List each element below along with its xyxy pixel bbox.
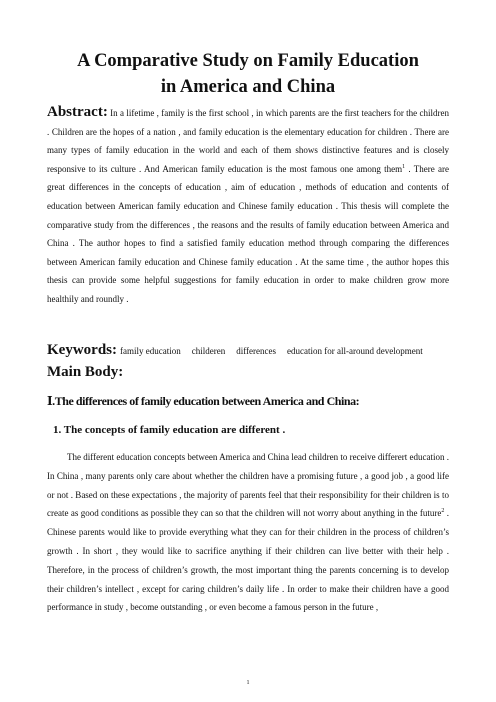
main-body-heading: Main Body: xyxy=(47,364,124,380)
subsection-heading: 1. The concepts of family education are different . xyxy=(53,424,286,436)
abstract-text-part-1: In a lifetime , family is the first school , in which parents are the first teachers for the children . Children are the hopes of a nation , and family education is the elementary education for children . There are many types of family education in the world and each of them shows distinctive features and is closely responsive to its culture . And American family education is the most famous one among them xyxy=(47,108,449,174)
page-number: 1 xyxy=(246,680,250,686)
section-heading: Ⅰ.The differences of family education between America and China: xyxy=(47,394,360,408)
document-title-line-1: A Comparative Study on Family Education xyxy=(77,51,419,71)
body-paragraph xyxy=(47,448,449,617)
document-title-line-2: in America and China xyxy=(160,77,336,97)
keyword-item: differences xyxy=(236,346,277,356)
keyword-item: family education xyxy=(120,346,181,356)
body-text-part-2: . Chinese parents would like to provide everything what they can for their children in the process of children’s growth . In short , they would like to sacrifice anything if their children can live better with their help . Therefore, in the process of children’s growth, the most important thing the parents concerning is to develop their children’s intellect , except for caring children’s daily life . In order to make their children have a good performance in study , become outstanding , or even become a famous person in the future , xyxy=(47,508,450,613)
abstract-footnote-marker: 1 xyxy=(402,163,406,170)
keyword-item: childeren xyxy=(191,346,226,356)
abstract-paragraph xyxy=(47,103,449,309)
abstract-label: Abstract: xyxy=(47,104,108,120)
keywords-label: Keywords: xyxy=(47,342,117,358)
keyword-item: education for all-around development xyxy=(287,346,423,356)
keywords-line xyxy=(47,340,449,361)
abstract-text-part-2: . There are great differences in the concepts of education , aim of education , methods of education and contents of education between American family education and Chinese family education . This thesis will complete the comparative study from the differences , the reasons and the results of family education between America and China . The author hopes to find a satisfied family education method through comparing the differences between American family education and Chinese family education . At the same time , the author hopes this thesis can provide some helpful suggestions for family education in order to make children grow more healthily and roundly . xyxy=(47,163,449,304)
body-text-part-1: The different education concepts between America and China lead children to receive differert education . In China , many parents only care about whether the children have a promising future , a good job , a good life or not . Based on these expectations , the majority of parents feel that their responsibility for their children is to create as good conditions as possible they can so that the children will not worry about anything in the future xyxy=(47,452,449,519)
body-footnote-marker: 2 xyxy=(441,508,445,515)
